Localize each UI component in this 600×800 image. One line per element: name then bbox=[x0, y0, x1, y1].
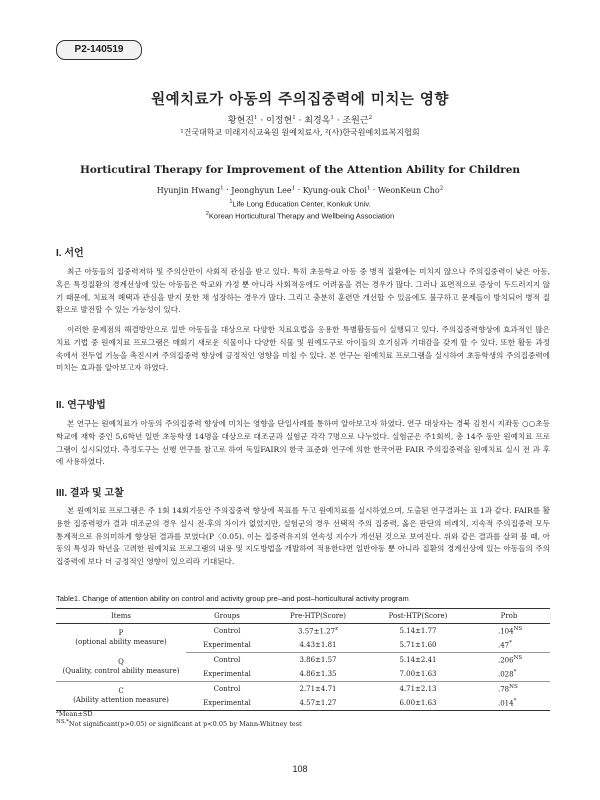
table-header-cell: Pre-HTP(Score) bbox=[268, 609, 368, 624]
author-en: Kyung-ouk Choi$^1$ bbox=[302, 185, 371, 195]
post-cell: 5.14±2.41 bbox=[399, 656, 437, 664]
item-cell: P (optional ability measure) bbox=[75, 629, 167, 647]
author-ko: 황현진$^1$ bbox=[227, 115, 258, 126]
group-cell: Experimental bbox=[186, 696, 268, 711]
group-cell: Control bbox=[213, 656, 241, 664]
author-ko: 최경옥$^1$ bbox=[304, 115, 334, 126]
section-heading-intro: I. 서언 bbox=[56, 248, 84, 259]
prob-cell: $.206^{NS}$ bbox=[498, 655, 523, 665]
author-ko: 이정현$^1$ bbox=[266, 115, 296, 126]
intro-paragraph-2: 이러한 문제점의 해결방안으로 일반 아동들을 대상으로 다양한 치료요법을 응용한 특별활동들이 실행되고 있다. 주의집중력향상에 효과적인 많은 치료 기법 중 원예치료 프로그램은 매회기 새로운 식물이나 다양한 식물 및 원예도구로 아이들의 호기심과 기대감을 갖게 할 수 있다. 또한 활동 과정 속에서 전두엽 기능을 촉진시켜 주의집중력 향상에 긍정적인 영향을 미칠 수 있다. 본 연구는 원예치료 프로그램을 실시하여 초등학생의 주의집중력에 미치는 효과를 알아보고자 하였다. bbox=[56, 325, 550, 373]
table-header-row bbox=[56, 609, 550, 624]
pre-cell: 3.86±1.57 bbox=[299, 656, 337, 664]
korean-authors: 황현진$^1$ · 이정현$^1$ · 최경옥$^1$ · 조원근$^2$ bbox=[227, 115, 373, 126]
table-header-cell: Prob bbox=[468, 609, 550, 624]
post-cell: 4.71±2.13 bbox=[399, 685, 437, 693]
english-authors: Hyunjin Hwang$^1$ · Jeonghyun Lee$^1$ · Kyung-ouk Choi$^1$ · WeonKeun Cho$^2$ bbox=[156, 185, 444, 195]
english-affiliation-2: $^2$Korean Horticultural Therapy and Wellbeing Association bbox=[205, 211, 395, 221]
item-cell: C (Ability attention measure) bbox=[56, 682, 186, 711]
author-en: Jeonghyun Lee$^1$ bbox=[231, 185, 296, 195]
korean-title: 원예치료가 아동의 주의집중력에 미치는 영향 bbox=[151, 91, 449, 108]
post-cell: 7.00±1.63 bbox=[368, 667, 468, 682]
pre-cell: 2.71±4.71 bbox=[299, 685, 337, 693]
table-header-cell: Groups bbox=[186, 609, 268, 624]
pre-cell: 4.57±1.27 bbox=[268, 696, 368, 711]
pre-cell: $3.57\pm 1.27^z$ bbox=[298, 626, 338, 636]
section-heading-methods: II. 연구방법 bbox=[56, 400, 106, 411]
table-row bbox=[56, 653, 550, 668]
methods-paragraph: 본 연구는 원예치료가 아동의 주의집중력 향상에 미치는 영향을 단일사례를 통하여 알아보고자 하였다. 연구 대상자는 경북 김천시 지좌동 ○○초등학교에 재학 중인 5,6학년 일반 초등학생 14명을 대상으로 대조군과 실험군 각각 7명으로 나누었다. 실험군은 주1회씩, 총 14주 동안 원예치료 프로그램이 실시되었다. 측정도구는 선행 연구를 참고로 하여 독일FAIR의 한국 표준화 연구에 의한 한국어판 FAIR 주의집중력을 원예치료 실시 전 과 후에 사용하였다. bbox=[56, 419, 550, 467]
poster-id-badge: P2-140519 bbox=[56, 40, 142, 60]
korean-affiliation: ¹건국대학교 미래지식교육원 원예치료사, ²(사)한국원예치료복지협회 bbox=[180, 128, 420, 137]
prob-cell: $.78^{NS}$ bbox=[498, 684, 518, 694]
table-header-cell: Items bbox=[56, 609, 186, 624]
results-paragraph: 본 원예치료 프로그램은 주 1회 14회기동안 주의집중력 향상에 목표를 두고 원예치료를 실시하였으며, 도출된 연구결과는 표 1과 같다. FAIR를 활용한 집중력평가 결과 대조군의 경우 실시 전·후의 차이가 없었지만, 실험군의 경우 선택적 주의 집중력, 옳은 판단의 비례치, 지속적 주의집중력 모두 통계적으로 유의미하게 향상된 결과를 보였다(P〈0.05). 이는 집중력유지의 연속성 지수가 개선된 것으로 보여진다. 위와 같은 결과를 살펴 볼 때, 아동의 특성과 학년을 고려한 원예치료 프로그램의 내용 및 지도방법을 개발하여 적용한다면 일반아동 뿐 아니라 질환의 경계선상에 있는 아동들의 주의집중력에 보다 더 긍정적인 영향이 있으리라 기대된다. bbox=[56, 506, 550, 567]
post-cell: 5.14±1.77 bbox=[399, 627, 437, 635]
table-footnote-2: $^{NS,*}$Not significant(p>0.05) or significant at p<0.05 by Mann-Whitney test bbox=[56, 719, 302, 729]
post-cell: 5.71±1.60 bbox=[368, 638, 468, 653]
group-cell: Control bbox=[213, 685, 241, 693]
post-cell: 6.00±1.63 bbox=[368, 696, 468, 711]
prob-cell: .014* bbox=[468, 696, 550, 711]
page-number: 108 bbox=[292, 764, 308, 774]
author-ko: 조원근$^2$ bbox=[342, 115, 373, 126]
table-row bbox=[56, 682, 550, 697]
group-cell: Experimental bbox=[186, 638, 268, 653]
author-en: WeonKeun Cho$^2$ bbox=[378, 185, 444, 195]
item-cell: Q (Quality, control ability measure) bbox=[56, 653, 186, 682]
section-heading-results: III. 결과 및 고찰 bbox=[56, 488, 124, 499]
prob-cell: .47* bbox=[468, 638, 550, 653]
english-title: Horticutiral Therapy for Improvement of the Attention Ability for Children bbox=[79, 164, 521, 176]
prob-cell: .028* bbox=[468, 667, 550, 682]
author-en: Hyunjin Hwang$^1$ bbox=[156, 185, 224, 195]
prob-cell: $.104^{NS}$ bbox=[498, 626, 523, 636]
table-header-cell: Post-HTP(Score) bbox=[368, 609, 468, 624]
table-footnote-1: $^z$Mean±SD bbox=[56, 709, 93, 719]
intro-paragraph-1: 최근 아동들의 집중력저하 및 주의산만이 사회적 관심을 받고 있다. 특히 초등학교 아동 중 병적 질환에는 미치지 않으나 주의집중력이 낮은 아동, 혹은 특정질환의 경계선상에 있는 아동들은 학교와 가정 뿐 아니라 사회적응에도 어려움을 겪는 경우가 많다. 그러나 표면적으로 증상이 두드러지지 않기 때문에, 치료적 혜택과 관심을 받지 못한 채 성장하는 경우가 많다. 그리고 충분히 훈련만 개선할 수 있음에도 불구하고 문제들이 방치되어 병적 질환으로 발전할 수 있는 가능성이 있다. bbox=[56, 267, 550, 315]
table-row bbox=[56, 624, 550, 639]
english-affiliation-1: $^1$Life Long Education Center, Konkuk Univ. bbox=[229, 199, 371, 209]
pre-cell: 4.43±1.81 bbox=[268, 638, 368, 653]
table-caption: Table1. Change of attention ability on control and activity group pre–and post–horticultural activity program bbox=[56, 594, 409, 603]
group-cell: Experimental bbox=[186, 667, 268, 682]
pre-cell: 4.86±1.35 bbox=[268, 667, 368, 682]
results-table bbox=[56, 608, 550, 711]
group-cell: Control bbox=[213, 627, 241, 635]
